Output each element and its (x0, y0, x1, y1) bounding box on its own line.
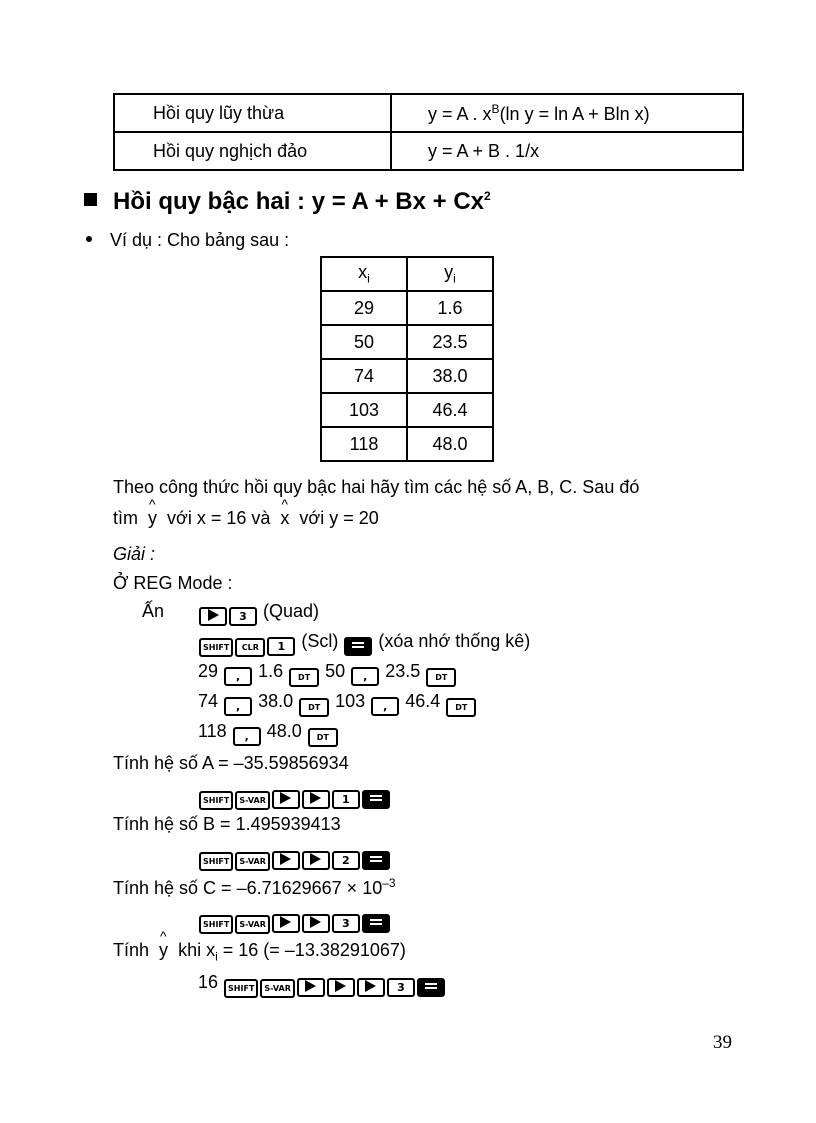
coefficient-a: Tính hệ số A = –35.59856934 (113, 753, 349, 773)
key-3: 3 (387, 978, 415, 997)
regression-formula: y = A + B . 1/x (391, 132, 743, 170)
right-arrow-key (272, 851, 300, 870)
table-row (321, 359, 493, 393)
shift-key: SHIFT (224, 979, 258, 998)
comma-key: , (224, 667, 252, 686)
key-2: 2 (332, 851, 360, 870)
section-title: Hồi quy bậc hai : $y = A + Bx + Cx^2$ (84, 188, 491, 216)
keys-coefficient-c (198, 908, 391, 934)
coefficient-c: Tính hệ số $C = -6.71629667 \times 10^{-3}$ (113, 876, 396, 898)
key-3: 3 (332, 914, 360, 933)
right-arrow-key (272, 790, 300, 809)
shift-key: SHIFT (199, 915, 233, 934)
table-row (321, 427, 493, 461)
shift-key: SHIFT (199, 638, 233, 657)
square-bullet-icon (84, 193, 97, 206)
right-arrow-key (357, 978, 385, 997)
coefficient-b: Tính hệ số B = 1.495939413 (113, 814, 341, 834)
cell-y: 38.0 (407, 359, 493, 393)
equals-key (362, 851, 390, 870)
equals-key (362, 914, 390, 933)
table-row (114, 94, 743, 132)
comma-key: , (224, 697, 252, 716)
equals-key (362, 790, 390, 809)
comma-key: , (351, 667, 379, 686)
dt-key: DT (299, 698, 329, 717)
step-quad: 3 (Quad) (198, 601, 319, 626)
step-clear: SHIFT CLR 1 (Scl) (xóa nhớ thống kê) (198, 631, 530, 657)
cell-x: 29 (321, 291, 407, 325)
bullet-icon (86, 236, 92, 242)
right-arrow-key (272, 914, 300, 933)
page-number: 39 (713, 1032, 732, 1053)
comma-key: , (233, 727, 261, 746)
step-data-3: 118 , 48.0 DT (198, 721, 339, 747)
problem-line-1: Theo công thức hồi quy bậc hai hãy tìm các hệ số A, B, C. Sau đó (113, 477, 640, 497)
header-x: $x_i$ (321, 257, 407, 291)
step-data-2: 74 , 38.0 DT 103 , 46.4 DT (198, 691, 477, 717)
right-arrow-key (302, 851, 330, 870)
right-arrow-key (302, 914, 330, 933)
dt-key: DT (289, 668, 319, 687)
step-data-1: 29 , 1.6 DT 50 , 23.5 DT (198, 661, 457, 687)
right-arrow-key (199, 607, 227, 626)
clr-key: CLR (235, 638, 265, 657)
yhat-line: Tính ^ y khi $x_i = 16$ (= –13.38291067) (113, 940, 406, 964)
key-1: 1 (267, 637, 295, 656)
cell-y: 48.0 (407, 427, 493, 461)
table-row (321, 291, 493, 325)
table-row (321, 325, 493, 359)
cell-x: 118 (321, 427, 407, 461)
comma-key: , (371, 697, 399, 716)
equals-key (417, 978, 445, 997)
dt-key: DT (308, 728, 338, 747)
keys-coefficient-b (198, 845, 391, 871)
svar-key: S-VAR (235, 915, 270, 934)
svar-key: S-VAR (235, 791, 270, 810)
cell-y: 23.5 (407, 325, 493, 359)
example-label: Ví dụ : Cho bảng sau : (86, 230, 289, 251)
cell-y: 46.4 (407, 393, 493, 427)
data-table (320, 256, 494, 462)
problem-line-2: tìm ^ y với x = 16 và ^ x với y = 20 (113, 508, 379, 529)
press-label: Ấn (142, 601, 165, 621)
shift-key: SHIFT (199, 791, 233, 810)
regression-formula: y = A . $x^B(\ln$ y = ln A + Bln x) (391, 94, 743, 132)
cell-x: 103 (321, 393, 407, 427)
key-1: 1 (332, 790, 360, 809)
cell-y: 1.6 (407, 291, 493, 325)
svar-key: S-VAR (260, 979, 295, 998)
header-y: $y_i$ (407, 257, 493, 291)
table-row (321, 393, 493, 427)
table-row (114, 132, 743, 170)
regression-name: Hồi quy nghịch đảo (114, 132, 391, 170)
regression-type-table (113, 93, 744, 171)
cell-x: 50 (321, 325, 407, 359)
mode-label: Ở REG Mode : (113, 573, 233, 593)
solution-label: Giải : (113, 544, 156, 564)
dt-key: DT (446, 698, 476, 717)
regression-name: Hồi quy lũy thừa (114, 94, 391, 132)
right-arrow-key (297, 978, 325, 997)
cell-x: 74 (321, 359, 407, 393)
right-arrow-key (327, 978, 355, 997)
table-header-row (321, 257, 493, 291)
shift-key: SHIFT (199, 852, 233, 871)
right-arrow-key (302, 790, 330, 809)
dt-key: DT (426, 668, 456, 687)
keys-yhat: 16 SHIFT S-VAR 3 (198, 972, 446, 998)
equals-key (344, 637, 372, 656)
key-3: 3 (229, 607, 257, 626)
keys-coefficient-a (198, 784, 391, 810)
svar-key: S-VAR (235, 852, 270, 871)
